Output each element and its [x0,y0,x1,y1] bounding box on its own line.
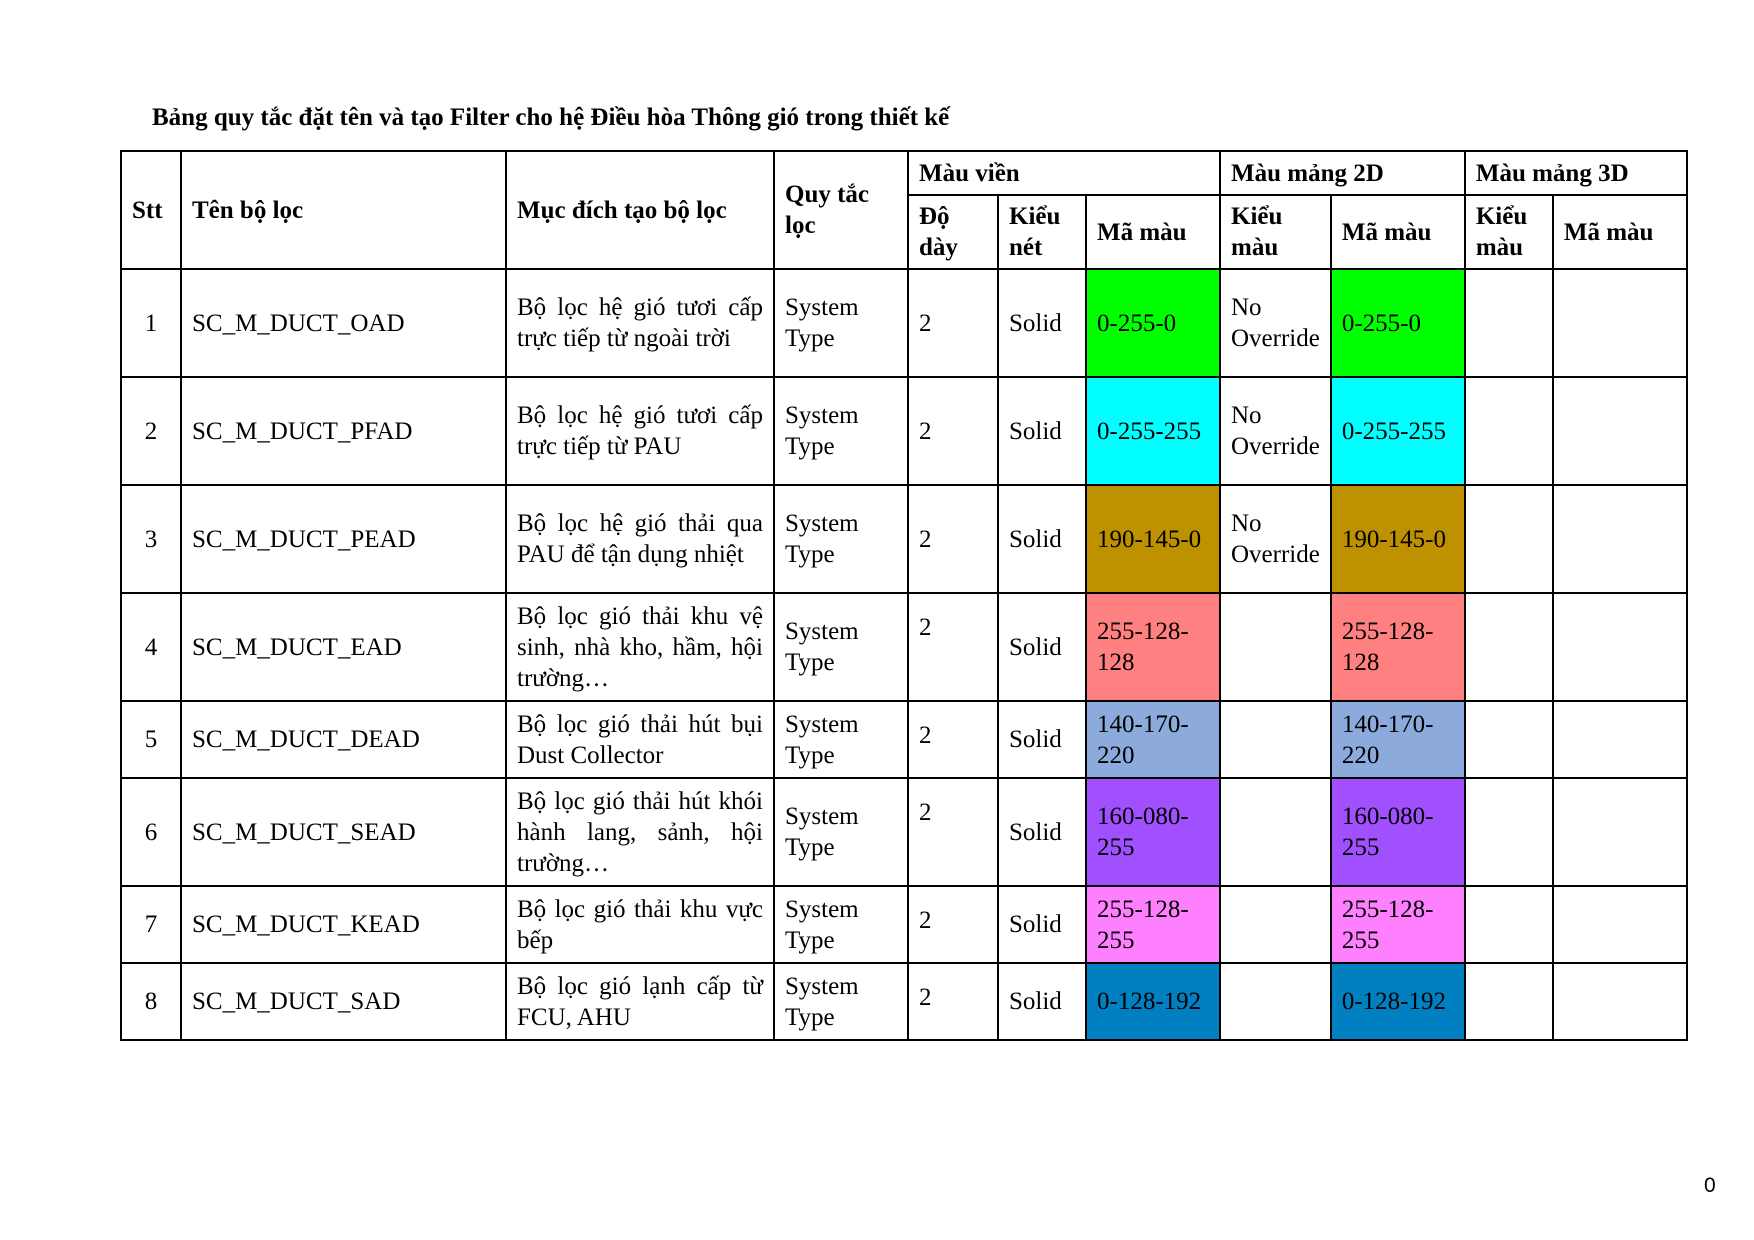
row-filter-rule: System Type [774,963,908,1040]
row-filter-rule: System Type [774,485,908,593]
header-fill3d-style: Kiểu màu [1465,195,1553,269]
row-purpose: Bộ lọc gió thải khu vực bếp [506,886,774,963]
header-fill3d-code: Mã màu [1553,195,1687,269]
page-number: 0 [1704,1174,1716,1197]
row-stt: 3 [121,485,181,593]
header-filter-rule: Quy tắc lọc [774,151,908,269]
row-border-code: 255-128-128 [1086,593,1220,701]
row-stt: 2 [121,377,181,485]
row-fill3d-style [1465,778,1553,886]
table-row [121,485,1687,593]
row-fill2d-style [1220,886,1331,963]
filter-rules-table [120,150,1688,1041]
row-fill3d-style [1465,593,1553,701]
header-fill2d-style: Kiểu màu [1220,195,1331,269]
table-row [121,593,1687,701]
row-fill2d-code: 190-145-0 [1331,485,1465,593]
row-filter-name: SC_M_DUCT_SEAD [181,778,506,886]
row-fill3d-code [1553,701,1687,778]
row-fill2d-code: 255-128-255 [1331,886,1465,963]
header-stt: Stt [121,151,181,269]
row-fill3d-code [1553,778,1687,886]
row-filter-rule: System Type [774,593,908,701]
table-header [121,151,1687,269]
row-fill2d-style [1220,778,1331,886]
document-title: Bảng quy tắc đặt tên và tạo Filter cho hệ Điều hòa Thông gió trong thiết kế [152,104,950,131]
row-purpose: Bộ lọc hệ gió tươi cấp trực tiếp từ ngoài trời [506,269,774,377]
header-purpose: Mục đích tạo bộ lọc [506,151,774,269]
row-line-style: Solid [998,593,1086,701]
row-fill3d-style [1465,485,1553,593]
row-line-style: Solid [998,377,1086,485]
row-fill3d-code [1553,593,1687,701]
row-filter-name: SC_M_DUCT_PFAD [181,377,506,485]
row-fill2d-style [1220,593,1331,701]
row-filter-name: SC_M_DUCT_KEAD [181,886,506,963]
row-fill2d-style: No Override [1220,377,1331,485]
row-filter-rule: System Type [774,701,908,778]
row-line-style: Solid [998,701,1086,778]
row-thickness: 2 [908,778,998,886]
table-row [121,778,1687,886]
row-purpose: Bộ lọc gió thải hút bụi Dust Collector [506,701,774,778]
row-fill3d-style [1465,377,1553,485]
row-stt: 8 [121,963,181,1040]
table-row [121,886,1687,963]
row-line-style: Solid [998,963,1086,1040]
header-fill-3d: Màu mảng 3D [1465,151,1687,195]
row-filter-rule: System Type [774,269,908,377]
row-border-code: 190-145-0 [1086,485,1220,593]
row-thickness: 2 [908,377,998,485]
row-fill2d-style [1220,963,1331,1040]
header-border-code: Mã màu [1086,195,1220,269]
row-thickness: 2 [908,963,998,1040]
row-line-style: Solid [998,886,1086,963]
table-row [121,963,1687,1040]
row-filter-name: SC_M_DUCT_EAD [181,593,506,701]
row-fill3d-code [1553,963,1687,1040]
row-border-code: 160-080-255 [1086,778,1220,886]
row-thickness: 2 [908,269,998,377]
row-thickness: 2 [908,701,998,778]
table-row [121,269,1687,377]
header-filter-name: Tên bộ lọc [181,151,506,269]
header-border-color: Màu viền [908,151,1220,195]
row-fill3d-code [1553,886,1687,963]
row-fill3d-code [1553,377,1687,485]
row-fill2d-code: 0-255-0 [1331,269,1465,377]
row-purpose: Bộ lọc hệ gió tươi cấp trực tiếp từ PAU [506,377,774,485]
row-purpose: Bộ lọc hệ gió thải qua PAU để tận dụng nhiệt [506,485,774,593]
table-row [121,377,1687,485]
row-fill3d-code [1553,269,1687,377]
row-purpose: Bộ lọc gió lạnh cấp từ FCU, AHU [506,963,774,1040]
row-border-code: 140-170-220 [1086,701,1220,778]
header-fill2d-code: Mã màu [1331,195,1465,269]
row-filter-name: SC_M_DUCT_OAD [181,269,506,377]
row-stt: 4 [121,593,181,701]
header-line-style: Kiểu nét [998,195,1086,269]
table-row [121,701,1687,778]
row-fill2d-style: No Override [1220,269,1331,377]
row-stt: 6 [121,778,181,886]
row-line-style: Solid [998,778,1086,886]
table-body [121,269,1687,1040]
row-fill2d-code: 255-128-128 [1331,593,1465,701]
row-fill2d-style [1220,701,1331,778]
row-filter-rule: System Type [774,886,908,963]
row-thickness: 2 [908,593,998,701]
row-border-code: 0-255-255 [1086,377,1220,485]
row-thickness: 2 [908,485,998,593]
header-thickness: Độ dày [908,195,998,269]
row-stt: 1 [121,269,181,377]
row-line-style: Solid [998,485,1086,593]
row-border-code: 0-128-192 [1086,963,1220,1040]
row-thickness: 2 [908,886,998,963]
row-filter-rule: System Type [774,778,908,886]
row-stt: 5 [121,701,181,778]
row-filter-rule: System Type [774,377,908,485]
row-fill2d-code: 0-128-192 [1331,963,1465,1040]
row-fill2d-style: No Override [1220,485,1331,593]
row-fill3d-style [1465,886,1553,963]
row-fill3d-style [1465,963,1553,1040]
row-fill3d-code [1553,485,1687,593]
row-border-code: 0-255-0 [1086,269,1220,377]
row-filter-name: SC_M_DUCT_SAD [181,963,506,1040]
header-fill-2d: Màu mảng 2D [1220,151,1465,195]
row-line-style: Solid [998,269,1086,377]
row-fill3d-style [1465,269,1553,377]
row-filter-name: SC_M_DUCT_DEAD [181,701,506,778]
row-stt: 7 [121,886,181,963]
row-fill2d-code: 0-255-255 [1331,377,1465,485]
row-fill3d-style [1465,701,1553,778]
row-border-code: 255-128-255 [1086,886,1220,963]
row-fill2d-code: 160-080-255 [1331,778,1465,886]
row-purpose: Bộ lọc gió thải khu vệ sinh, nhà kho, hầm, hội trường… [506,593,774,701]
row-fill2d-code: 140-170-220 [1331,701,1465,778]
row-purpose: Bộ lọc gió thải hút khói hành lang, sảnh, hội trường… [506,778,774,886]
row-filter-name: SC_M_DUCT_PEAD [181,485,506,593]
